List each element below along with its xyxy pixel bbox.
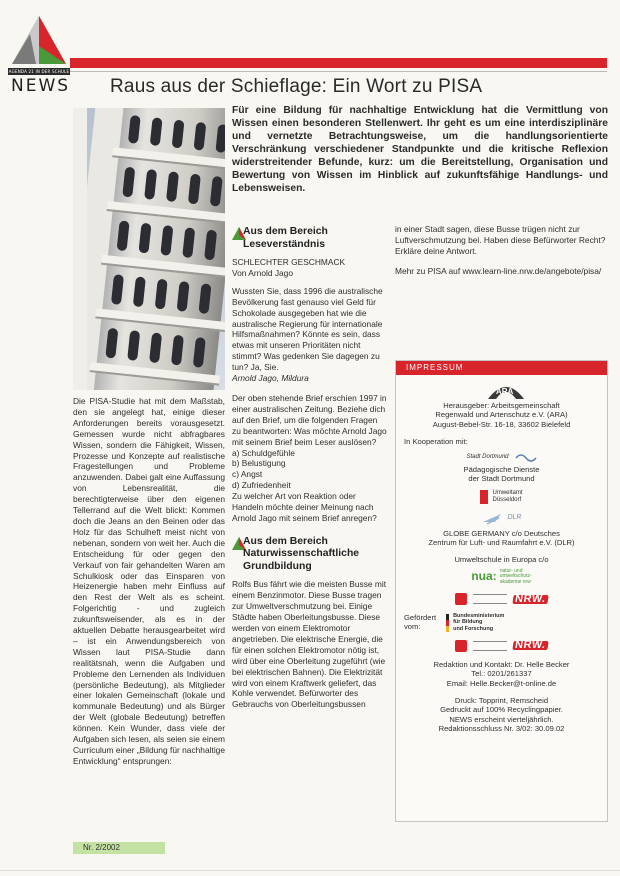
print-line3: NEWS erscheint vierteljährlich. [449, 714, 554, 724]
section-reading-heading: Aus dem Bereich Leseverständnis [232, 226, 388, 251]
leaning-tower-photo [73, 108, 225, 390]
task-intro: Der oben stehende Brief erschien 1997 in einer australischen Zeitung. Beziehe dich auf den Brief, um die folgenden Fragen zu beantworten: Was möchte Arnold Jago mit seinem Brief beim Leser auslösen? [232, 392, 387, 447]
bmbf-logo: Bundesministerium für Bildung und Forschung [446, 613, 504, 632]
option-c: c) Angst [232, 469, 263, 480]
pisa-link[interactable]: Mehr zu PISA auf www.learn-line.nrw.de/angebote/pisa/ [395, 265, 602, 276]
impressum-heading: IMPRESSUM [396, 361, 607, 375]
dortmund-logo: Stadt Dortmund [400, 452, 603, 462]
nrw-logo-row-2: NRW. [400, 640, 603, 652]
header-red-bar [70, 58, 607, 68]
contact-line: Redaktion und Kontakt: Dr. Helle Becker [433, 660, 570, 670]
ministry-text-icon [473, 594, 507, 604]
section-science-heading: Aus dem Bereich Naturwissenschaftliche Grundbildung [232, 536, 388, 574]
print-line4: Redaktionsschluss Nr. 3/02: 30.09.02 [438, 723, 565, 733]
print-line1: Druck: Topprint, Remscheid [454, 695, 549, 705]
nrw-crest-icon [455, 593, 467, 605]
dortmund-wave-icon [515, 452, 537, 462]
cooperation-label: In Kooperation mit: [404, 436, 468, 446]
logo-strip-label: AGENDA 21 IN DER SCHULE [8, 69, 70, 74]
option-d: d) Zufriedenheit [232, 480, 291, 491]
print-line2: Gedruckt auf 100% Recyclingpapier. [440, 705, 563, 715]
agenda21-logo [8, 12, 70, 96]
umweltamt-logo: Umweltamt Düsseldorf [400, 490, 603, 504]
issue-number-badge: Nr. 2/2002 [73, 842, 165, 854]
dlr-logo: DLR [400, 510, 603, 526]
impressum-box [395, 360, 608, 822]
funded-row: Gefördert vom: Bundesministerium für Bildung und Forschung [404, 613, 505, 632]
story-author: Von Arnold Jago [232, 267, 293, 278]
bottom-divider [0, 870, 620, 871]
nrw-logo-row-1: NRW. [400, 593, 603, 605]
nua-logo: nua: natur- und umweltschutz- akademie nrw [471, 567, 532, 585]
umweltamt-mark-icon [480, 490, 488, 504]
ara-logo: ARA [400, 381, 603, 401]
publisher-address: August-Bebel-Str. 16-18, 33602 Bielefeld [432, 419, 571, 429]
globe-line1: GLOBE GERMANY c/o Deutsches [443, 528, 560, 538]
dortmund-line1: Pädagogische Dienste [463, 465, 540, 475]
dlr-plane-icon [481, 510, 503, 526]
option-b: b) Belustigung [232, 458, 286, 469]
ministry-text-icon [473, 641, 507, 651]
tel-line: Tel.: 0201/261337 [471, 669, 532, 679]
publisher-name: Regenwald und Artenschutz e.V. (ARA) [435, 410, 568, 420]
option-a: a) Schuldgefühle [232, 447, 295, 458]
logo-news-text: NEWS [11, 76, 71, 96]
header-divider [70, 71, 607, 72]
intro-paragraph: Für eine Bildung für nachhaltige Entwicklung hat die Vermittlung von Wissen einen besonderen Stellenwert. Ihr geht es um eine interdisziplinäre und vernetzte Betrachtungsweise, um die handlungsorientierte Verschränkung verschiedener Standpunkte und die kritische Reflexion widerstreitender Befunde, kurz: um die Bereitstellung, Organisation und Bewertung von Wissen im Hinblick auf zukunftsfähige Handlungs- und Lebensweisen. [232, 105, 608, 194]
right-column [395, 224, 608, 277]
story-title: SCHLECHTER GESCHMACK [232, 257, 346, 267]
science-task-continuation: in einer Stadt sagen, diese Busse trügen nicht zur Luftverschmutzung bei. Haben diese Befürworter Recht? Erkläre deine Antwort. [395, 224, 606, 256]
publisher-label: Herausgeber: Arbeitsgemeinschaft [443, 401, 560, 410]
page-title: Raus aus der Schieflage: Ein Wort zu PISA [110, 76, 483, 97]
science-task-text: Rolfs Bus fährt wie die meisten Busse mit einem Benzinmotor. Diese Busse tragen zur Umweltverschmutzung bei. Einige Städte haben Oberleitungsbusse. Diese werden von einem Elektromotor angetrieben. Die elektrische Energie, die für einen solchen Elektromotor nötig ist, wird über eine Oberleitung zugeführt (wie bei elektrischen Bahnen). Die Elektrizität wird von einem Kraftwerk geliefert, das Kohle verwendet. Befürworter des Gebrauchs von Oberleitungsbussen [232, 579, 387, 710]
german-flag-icon [446, 614, 449, 632]
logo-triangle-icon [8, 12, 70, 68]
email-line[interactable]: Email: Helle.Becker@t-online.de [446, 678, 557, 688]
middle-column [232, 226, 388, 710]
letter-signature: Arnold Jago, Mildura [232, 373, 309, 384]
nrw-crest-icon [455, 640, 467, 652]
task-followup: Zu welcher Art von Reaktion oder Handeln möchte deiner Meinung nach Arnold Jago mit seinem Brief anregen? [232, 491, 377, 523]
left-column-text: Die PISA-Studie hat mit dem Maßstab, den sie angelegt hat, einige dieser Anforderungen bereits vorausgesetzt. Gemessen wurde nicht abfragbares Wissen, sondern die Fähigkeit, Wissen, Prozesse und Konzepte auf realistische Fragestellungen und Probleme anzuwenden. Dabei galt eine Auffassung von Lebensrealität, die berechtigterweise über den eigenen Tellerrand auf die Welt blickt: Kommen doch die Jeans an den Beinen oder das Holz für das Schulheft meist nicht von nebenan, sondern von weit her. Auch die Entscheidung für oder gegen den Verkauf von fair gehandelten Waren am Schulkiosk oder das Einsparen von Heizenergie haben mehr Einfluss auf den Rest der Welt als es scheint. Folgerichtig - und zugleich zukunftsweisender, als es in der aktuellen Debatte herausgearbeitet wird – ist ein Anwendungsbereich von Wissen laut PISA-Studie dann realitätsnah, wenn die Aufgaben und Probleme den Lernenden als Individuen (persönliche Bedeutung), als Mitglieder einer lokalen Gemeinschaft (lokale und kommunale Bedeutung) und als Bürger der Welt (globale Bedeutung) betreffen können. Kein Wunder, dass viele der Aufgaben sich lesen, als seien sie einem Curriculum einer „Bildung für nachhaltige Entwicklung“ entsprungen: [73, 396, 225, 766]
letter-text: Wussten Sie, dass 1996 die australische Bevölkerung fast genauso viel Geld für Schokolade ausgegeben hat wie die australische Regierung für internationale Hilfsmaßnahmen? Könnte es sein, dass etwas mit unseren Prioritäten nicht stimmt? Was gedenken Sie dagegen zu tun? Ja, Sie. [232, 285, 383, 373]
umweltschule-label: Umweltschule in Europa c/o [454, 555, 549, 565]
globe-line2: Zentrum für Luft- und Raumfahrt e.V. (DLR) [428, 538, 575, 548]
dortmund-line2: der Stadt Dortmund [468, 474, 535, 484]
